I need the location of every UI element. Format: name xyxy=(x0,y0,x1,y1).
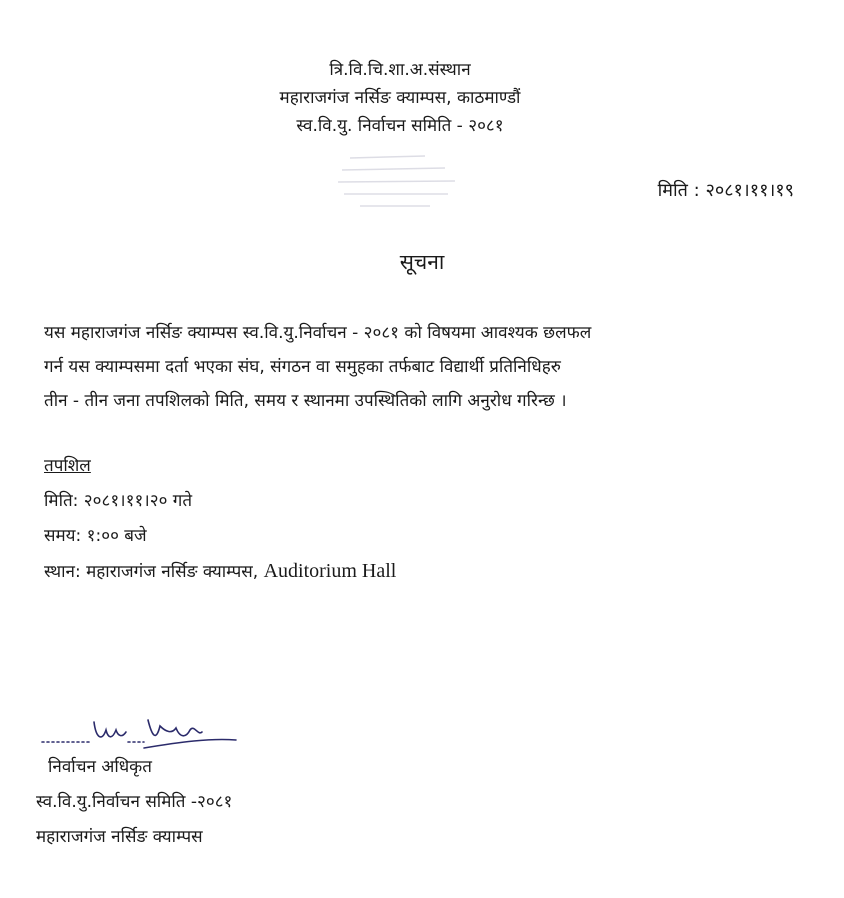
details-place-hall: Auditorium Hall xyxy=(263,560,397,582)
officer-title: निर्वाचन अधिकृत xyxy=(48,757,152,777)
date-value: २०८१।११।१९ xyxy=(705,180,794,201)
details-time-row xyxy=(44,519,396,554)
signature-block xyxy=(36,750,232,855)
letterhead xyxy=(0,56,800,140)
details-time-label: समय: xyxy=(44,526,82,546)
details-date-label: मिति: xyxy=(44,491,79,511)
handwritten-signature xyxy=(40,708,250,756)
notice-date xyxy=(658,178,794,202)
notice-title: सूचना xyxy=(399,250,445,274)
details-place-value: महाराजगंज नर्सिङ क्याम्पस, xyxy=(86,562,259,582)
date-label: मिति : xyxy=(657,180,700,201)
committee-name: स्व.वि.यु. निर्वाचन समिति - २०८१ xyxy=(296,116,504,136)
details-date-row xyxy=(44,484,396,519)
body-line-1: यस महाराजगंज नर्सिङ क्याम्पस स्व.वि.यु.निर्वाचन - २०८१ को विषयमा आवश्यक छलफल xyxy=(44,323,592,343)
campus-name: महाराजगंज नर्सिङ क्याम्पस, काठमाण्डौं xyxy=(279,88,521,108)
details-section xyxy=(44,449,396,590)
details-time-value: १:०० बजे xyxy=(86,526,147,546)
notice-body xyxy=(44,316,804,418)
signature-campus: महाराजगंज नर्सिङ क्याम्पस xyxy=(36,827,203,847)
faded-stamp xyxy=(330,148,470,218)
details-place-row xyxy=(44,554,396,590)
institute-name: त्रि.वि.चि.शा.अ.संस्थान xyxy=(329,60,471,80)
body-line-2: गर्न यस क्याम्पसमा दर्ता भएका संघ, संगठन वा समुहका तर्फबाट विद्यार्थी प्रतिनिधिहरु xyxy=(44,357,561,377)
details-date-value: २०८१।११।२० गते xyxy=(83,491,193,511)
details-place-label: स्थान: xyxy=(44,562,81,582)
signature-committee: स्व.वि.यु.निर्वाचन समिति -२०८१ xyxy=(36,792,233,812)
body-line-3: तीन - तीन जना तपशिलको मिति, समय र स्थानमा उपस्थितिको लागि अनुरोध गरिन्छ । xyxy=(44,391,567,411)
details-heading: तपशिल xyxy=(44,456,91,476)
